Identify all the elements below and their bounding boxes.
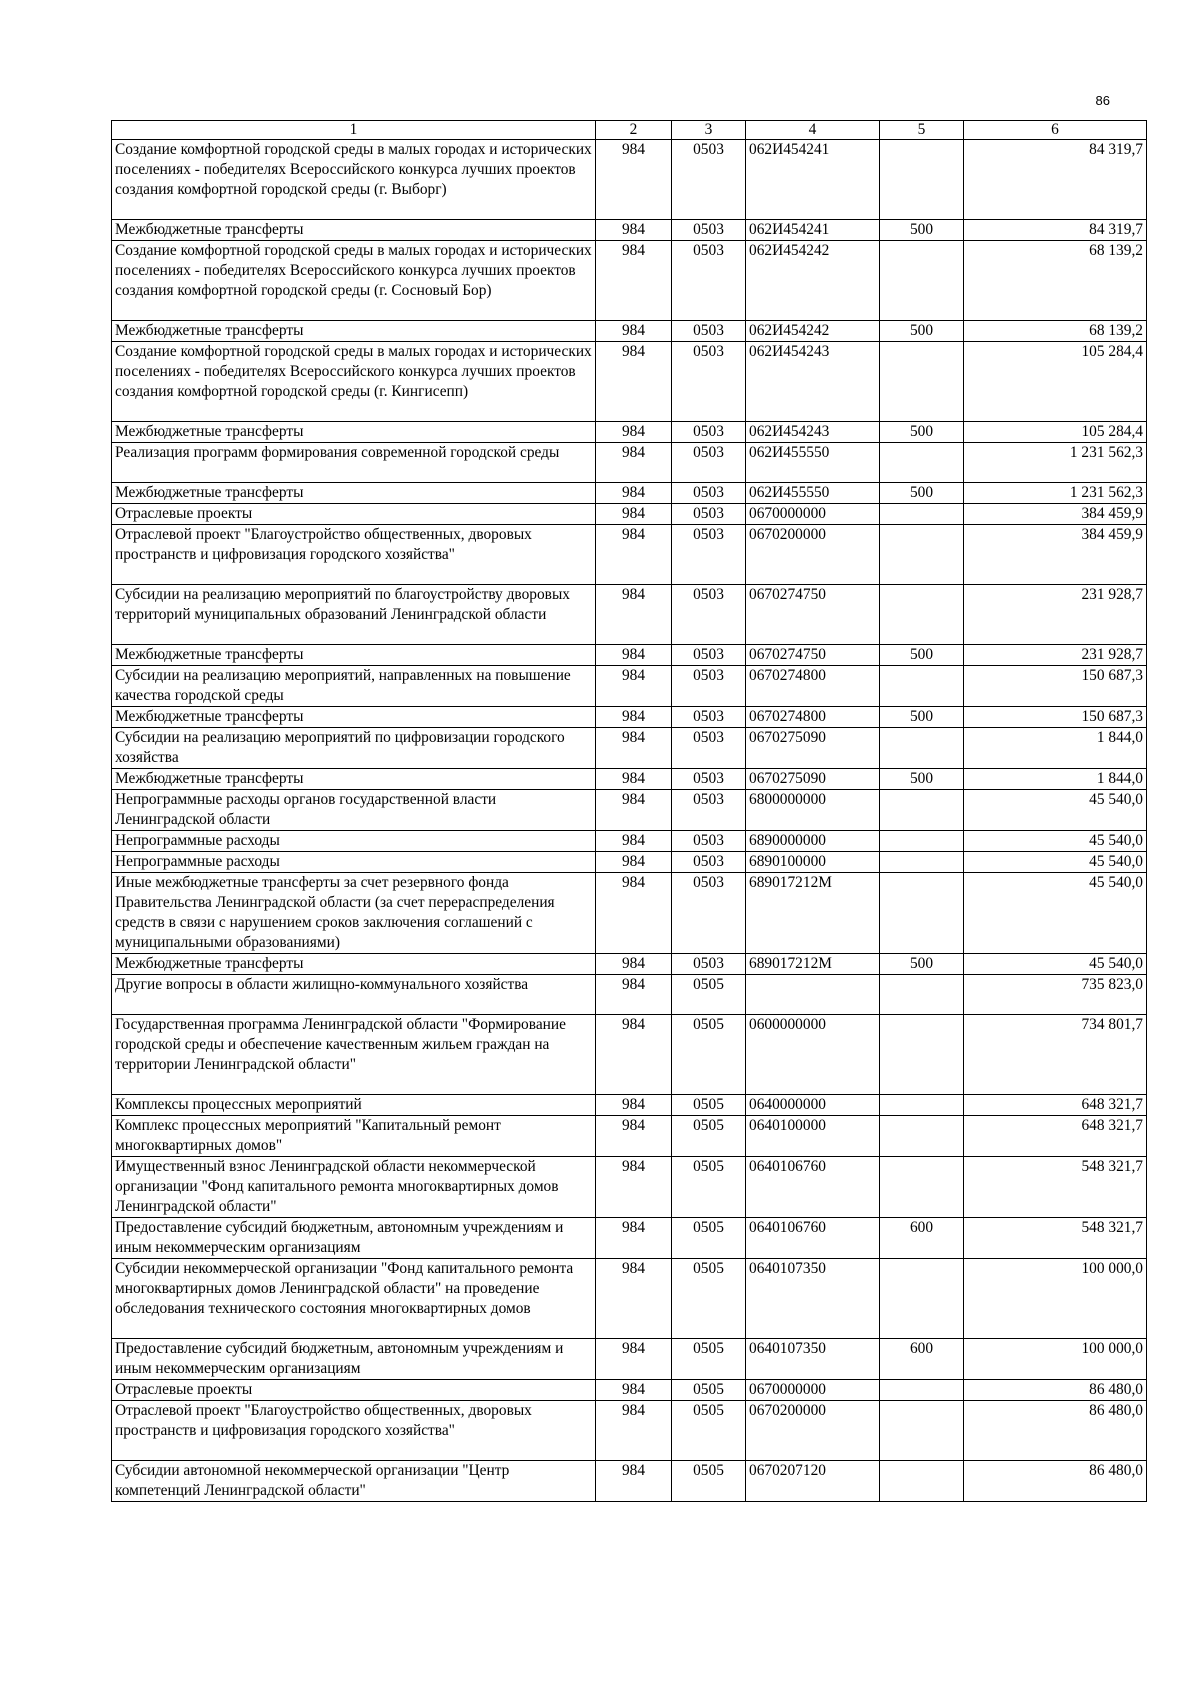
row-amount-cell: 45 540,0 [964, 873, 1147, 954]
column-header-6: 6 [964, 121, 1147, 140]
row-name-cell: Отраслевой проект "Благоустройство общественных, дворовых пространств и цифровизация городского хозяйства" [112, 525, 596, 585]
row-amount-cell: 150 687,3 [964, 707, 1147, 728]
row-section-code-cell: 0503 [672, 954, 746, 975]
row-section-code-cell: 0503 [672, 769, 746, 790]
row-target-article-cell: 0670200000 [746, 1401, 880, 1461]
row-ministry-code-cell: 984 [596, 954, 672, 975]
row-amount-cell: 648 321,7 [964, 1095, 1147, 1116]
column-header-5: 5 [880, 121, 964, 140]
row-amount-cell: 648 321,7 [964, 1116, 1147, 1157]
row-expense-type-cell [880, 1259, 964, 1339]
table-row [112, 483, 1147, 504]
row-amount-cell: 231 928,7 [964, 645, 1147, 666]
column-header-1: 1 [112, 121, 596, 140]
row-expense-type-cell [880, 525, 964, 585]
row-name-cell: Межбюджетные трансферты [112, 220, 596, 241]
row-target-article-cell: 062И455550 [746, 483, 880, 504]
row-section-code-cell: 0503 [672, 443, 746, 483]
row-target-article-cell: 0670207120 [746, 1461, 880, 1502]
column-header-2: 2 [596, 121, 672, 140]
table-body [112, 140, 1147, 1502]
row-ministry-code-cell: 984 [596, 666, 672, 707]
row-amount-cell: 86 480,0 [964, 1401, 1147, 1461]
row-section-code-cell: 0503 [672, 220, 746, 241]
table-row [112, 1339, 1147, 1380]
row-expense-type-cell [880, 443, 964, 483]
row-name-cell: Реализация программ формирования современной городской среды [112, 443, 596, 483]
row-name-cell: Создание комфортной городской среды в малых городах и исторических поселениях - победителях Всероссийского конкурса лучших проектов создания комфортной городской среды (г. Кингисепп) [112, 342, 596, 422]
row-name-cell: Другие вопросы в области жилищно-коммунального хозяйства [112, 975, 596, 1015]
row-section-code-cell: 0505 [672, 1339, 746, 1380]
row-expense-type-cell: 500 [880, 483, 964, 504]
row-ministry-code-cell: 984 [596, 831, 672, 852]
row-expense-type-cell: 500 [880, 954, 964, 975]
row-name-cell: Создание комфортной городской среды в малых городах и исторических поселениях - победителях Всероссийского конкурса лучших проектов создания комфортной городской среды (г. Выборг) [112, 140, 596, 220]
row-section-code-cell: 0505 [672, 1015, 746, 1095]
row-amount-cell: 231 928,7 [964, 585, 1147, 645]
row-name-cell: Межбюджетные трансферты [112, 321, 596, 342]
row-amount-cell: 734 801,7 [964, 1015, 1147, 1095]
row-expense-type-cell: 500 [880, 707, 964, 728]
row-amount-cell: 68 139,2 [964, 321, 1147, 342]
row-section-code-cell: 0503 [672, 241, 746, 321]
row-target-article-cell: 0670200000 [746, 525, 880, 585]
row-target-article-cell: 689017212М [746, 873, 880, 954]
row-section-code-cell: 0503 [672, 525, 746, 585]
row-expense-type-cell [880, 1380, 964, 1401]
row-name-cell: Комплексы процессных мероприятий [112, 1095, 596, 1116]
table-row [112, 769, 1147, 790]
row-section-code-cell: 0505 [672, 975, 746, 1015]
row-expense-type-cell [880, 1116, 964, 1157]
row-ministry-code-cell: 984 [596, 1339, 672, 1380]
table-row [112, 342, 1147, 422]
row-section-code-cell: 0503 [672, 422, 746, 443]
row-expense-type-cell [880, 1095, 964, 1116]
row-ministry-code-cell: 984 [596, 1116, 672, 1157]
row-name-cell: Межбюджетные трансферты [112, 769, 596, 790]
row-target-article-cell: 689017212М [746, 954, 880, 975]
row-name-cell: Иные межбюджетные трансферты за счет резервного фонда Правительства Ленинградской области (за счет перераспределения средств в связи с нарушением сроков заключения соглашений с муниципальными образованиями) [112, 873, 596, 954]
row-ministry-code-cell: 984 [596, 707, 672, 728]
row-ministry-code-cell: 984 [596, 504, 672, 525]
table-row [112, 728, 1147, 769]
row-amount-cell: 100 000,0 [964, 1259, 1147, 1339]
row-ministry-code-cell: 984 [596, 975, 672, 1015]
row-ministry-code-cell: 984 [596, 443, 672, 483]
row-target-article-cell: 0670000000 [746, 1380, 880, 1401]
row-expense-type-cell [880, 728, 964, 769]
row-ministry-code-cell: 984 [596, 1380, 672, 1401]
row-ministry-code-cell: 984 [596, 321, 672, 342]
table-row [112, 1461, 1147, 1502]
row-name-cell: Создание комфортной городской среды в малых городах и исторических поселениях - победителях Всероссийского конкурса лучших проектов создания комфортной городской среды (г. Сосновый Бор) [112, 241, 596, 321]
row-ministry-code-cell: 984 [596, 241, 672, 321]
row-section-code-cell: 0503 [672, 483, 746, 504]
row-amount-cell: 1 844,0 [964, 728, 1147, 769]
row-amount-cell: 1 844,0 [964, 769, 1147, 790]
row-section-code-cell: 0503 [672, 790, 746, 831]
row-target-article-cell: 0670274800 [746, 666, 880, 707]
row-ministry-code-cell: 984 [596, 1015, 672, 1095]
page-number: 86 [1095, 93, 1110, 108]
row-amount-cell: 548 321,7 [964, 1157, 1147, 1218]
row-target-article-cell: 062И454241 [746, 140, 880, 220]
row-target-article-cell: 062И454243 [746, 342, 880, 422]
row-section-code-cell: 0505 [672, 1157, 746, 1218]
row-section-code-cell: 0503 [672, 645, 746, 666]
row-name-cell: Межбюджетные трансферты [112, 954, 596, 975]
column-header-3: 3 [672, 121, 746, 140]
table-row [112, 422, 1147, 443]
row-target-article-cell [746, 975, 880, 1015]
row-target-article-cell: 6890000000 [746, 831, 880, 852]
row-ministry-code-cell: 984 [596, 873, 672, 954]
row-target-article-cell: 062И454241 [746, 220, 880, 241]
row-ministry-code-cell: 984 [596, 1095, 672, 1116]
row-amount-cell: 105 284,4 [964, 342, 1147, 422]
row-target-article-cell: 0670274750 [746, 585, 880, 645]
table-row [112, 707, 1147, 728]
row-ministry-code-cell: 984 [596, 525, 672, 585]
row-amount-cell: 1 231 562,3 [964, 443, 1147, 483]
row-target-article-cell: 0640000000 [746, 1095, 880, 1116]
row-target-article-cell: 0640107350 [746, 1259, 880, 1339]
row-amount-cell: 84 319,7 [964, 140, 1147, 220]
row-target-article-cell: 0600000000 [746, 1015, 880, 1095]
row-expense-type-cell [880, 873, 964, 954]
table-row [112, 1157, 1147, 1218]
row-target-article-cell: 0670274800 [746, 707, 880, 728]
row-expense-type-cell [880, 852, 964, 873]
row-ministry-code-cell: 984 [596, 1218, 672, 1259]
row-name-cell: Межбюджетные трансферты [112, 645, 596, 666]
row-target-article-cell: 0670000000 [746, 504, 880, 525]
table-row [112, 321, 1147, 342]
row-ministry-code-cell: 984 [596, 728, 672, 769]
row-expense-type-cell [880, 975, 964, 1015]
row-section-code-cell: 0503 [672, 342, 746, 422]
row-ministry-code-cell: 984 [596, 220, 672, 241]
row-name-cell: Субсидии на реализацию мероприятий по благоустройству дворовых территорий муниципальных образований Ленинградской области [112, 585, 596, 645]
row-expense-type-cell [880, 790, 964, 831]
row-ministry-code-cell: 984 [596, 422, 672, 443]
row-amount-cell: 45 540,0 [964, 954, 1147, 975]
table-row [112, 504, 1147, 525]
row-name-cell: Субсидии автономной некоммерческой организации "Центр компетенций Ленинградской области" [112, 1461, 596, 1502]
table-row [112, 852, 1147, 873]
row-ministry-code-cell: 984 [596, 1259, 672, 1339]
row-section-code-cell: 0503 [672, 666, 746, 707]
table-row [112, 585, 1147, 645]
row-ministry-code-cell: 984 [596, 1401, 672, 1461]
row-amount-cell: 105 284,4 [964, 422, 1147, 443]
row-name-cell: Непрограммные расходы [112, 852, 596, 873]
row-target-article-cell: 0670274750 [746, 645, 880, 666]
row-expense-type-cell: 500 [880, 422, 964, 443]
table-row [112, 790, 1147, 831]
row-expense-type-cell: 500 [880, 769, 964, 790]
row-name-cell: Предоставление субсидий бюджетным, автономным учреждениям и иным некоммерческим организациям [112, 1339, 596, 1380]
row-section-code-cell: 0505 [672, 1401, 746, 1461]
row-amount-cell: 735 823,0 [964, 975, 1147, 1015]
row-section-code-cell: 0505 [672, 1218, 746, 1259]
row-amount-cell: 384 459,9 [964, 504, 1147, 525]
row-ministry-code-cell: 984 [596, 585, 672, 645]
row-section-code-cell: 0503 [672, 873, 746, 954]
row-target-article-cell: 062И454242 [746, 321, 880, 342]
row-amount-cell: 45 540,0 [964, 790, 1147, 831]
row-name-cell: Имущественный взнос Ленинградской области некоммерческой организации "Фонд капитального ремонта многоквартирных домов Ленинградской области" [112, 1157, 596, 1218]
row-section-code-cell: 0503 [672, 728, 746, 769]
row-expense-type-cell: 600 [880, 1339, 964, 1380]
row-name-cell: Межбюджетные трансферты [112, 422, 596, 443]
row-section-code-cell: 0503 [672, 140, 746, 220]
table-row [112, 831, 1147, 852]
row-target-article-cell: 0640100000 [746, 1116, 880, 1157]
row-amount-cell: 100 000,0 [964, 1339, 1147, 1380]
table-row [112, 1401, 1147, 1461]
row-target-article-cell: 0640107350 [746, 1339, 880, 1380]
row-section-code-cell: 0503 [672, 852, 746, 873]
row-expense-type-cell [880, 342, 964, 422]
row-name-cell: Межбюджетные трансферты [112, 707, 596, 728]
row-ministry-code-cell: 984 [596, 342, 672, 422]
row-expense-type-cell: 500 [880, 220, 964, 241]
row-target-article-cell: 6890100000 [746, 852, 880, 873]
table-row [112, 443, 1147, 483]
table-row [112, 975, 1147, 1015]
row-section-code-cell: 0503 [672, 831, 746, 852]
row-section-code-cell: 0505 [672, 1380, 746, 1401]
row-target-article-cell: 0670275090 [746, 769, 880, 790]
row-name-cell: Межбюджетные трансферты [112, 483, 596, 504]
row-ministry-code-cell: 984 [596, 852, 672, 873]
table-row [112, 140, 1147, 220]
row-expense-type-cell: 600 [880, 1218, 964, 1259]
row-expense-type-cell [880, 831, 964, 852]
row-amount-cell: 45 540,0 [964, 831, 1147, 852]
table-row [112, 666, 1147, 707]
row-expense-type-cell [880, 666, 964, 707]
row-expense-type-cell: 500 [880, 321, 964, 342]
row-expense-type-cell [880, 140, 964, 220]
row-name-cell: Субсидии на реализацию мероприятий, направленных на повышение качества городской среды [112, 666, 596, 707]
row-target-article-cell: 062И454242 [746, 241, 880, 321]
table-row [112, 220, 1147, 241]
row-name-cell: Отраслевые проекты [112, 504, 596, 525]
budget-table [111, 120, 1147, 1502]
table-row [112, 1380, 1147, 1401]
row-section-code-cell: 0505 [672, 1259, 746, 1339]
row-section-code-cell: 0503 [672, 585, 746, 645]
table-row [112, 1116, 1147, 1157]
row-section-code-cell: 0505 [672, 1461, 746, 1502]
row-amount-cell: 68 139,2 [964, 241, 1147, 321]
row-amount-cell: 1 231 562,3 [964, 483, 1147, 504]
table-row [112, 1259, 1147, 1339]
row-name-cell: Непрограммные расходы органов государственной власти Ленинградской области [112, 790, 596, 831]
row-ministry-code-cell: 984 [596, 645, 672, 666]
row-amount-cell: 86 480,0 [964, 1461, 1147, 1502]
table-row [112, 525, 1147, 585]
row-section-code-cell: 0503 [672, 707, 746, 728]
row-ministry-code-cell: 984 [596, 769, 672, 790]
row-section-code-cell: 0505 [672, 1116, 746, 1157]
row-name-cell: Государственная программа Ленинградской области "Формирование городской среды и обеспечение качественным жильем граждан на территории Ленинградской области" [112, 1015, 596, 1095]
row-ministry-code-cell: 984 [596, 1461, 672, 1502]
row-section-code-cell: 0503 [672, 321, 746, 342]
column-header-4: 4 [746, 121, 880, 140]
row-target-article-cell: 0640106760 [746, 1157, 880, 1218]
table-row [112, 1015, 1147, 1095]
row-section-code-cell: 0505 [672, 1095, 746, 1116]
row-name-cell: Отраслевой проект "Благоустройство общественных, дворовых пространств и цифровизация городского хозяйства" [112, 1401, 596, 1461]
row-section-code-cell: 0503 [672, 504, 746, 525]
row-expense-type-cell [880, 1015, 964, 1095]
row-expense-type-cell [880, 1157, 964, 1218]
row-name-cell: Комплекс процессных мероприятий "Капитальный ремонт многоквартирных домов" [112, 1116, 596, 1157]
row-target-article-cell: 0670275090 [746, 728, 880, 769]
row-ministry-code-cell: 984 [596, 1157, 672, 1218]
row-target-article-cell: 0640106760 [746, 1218, 880, 1259]
row-amount-cell: 548 321,7 [964, 1218, 1147, 1259]
row-amount-cell: 384 459,9 [964, 525, 1147, 585]
table-row [112, 1218, 1147, 1259]
row-ministry-code-cell: 984 [596, 140, 672, 220]
table-header-row [112, 121, 1147, 140]
row-amount-cell: 45 540,0 [964, 852, 1147, 873]
row-amount-cell: 84 319,7 [964, 220, 1147, 241]
row-expense-type-cell [880, 1401, 964, 1461]
table-row [112, 873, 1147, 954]
row-expense-type-cell [880, 504, 964, 525]
table-row [112, 645, 1147, 666]
row-ministry-code-cell: 984 [596, 483, 672, 504]
row-ministry-code-cell: 984 [596, 790, 672, 831]
row-target-article-cell: 6800000000 [746, 790, 880, 831]
row-target-article-cell: 062И455550 [746, 443, 880, 483]
row-name-cell: Субсидии некоммерческой организации "Фонд капитального ремонта многоквартирных домов Ленинградской области" на проведение обследования технического состояния многоквартирных домов [112, 1259, 596, 1339]
row-name-cell: Непрограммные расходы [112, 831, 596, 852]
row-amount-cell: 86 480,0 [964, 1380, 1147, 1401]
table-row [112, 954, 1147, 975]
row-expense-type-cell [880, 1461, 964, 1502]
row-name-cell: Отраслевые проекты [112, 1380, 596, 1401]
row-amount-cell: 150 687,3 [964, 666, 1147, 707]
row-name-cell: Предоставление субсидий бюджетным, автономным учреждениям и иным некоммерческим организациям [112, 1218, 596, 1259]
row-expense-type-cell [880, 585, 964, 645]
table-row [112, 241, 1147, 321]
row-expense-type-cell: 500 [880, 645, 964, 666]
row-expense-type-cell [880, 241, 964, 321]
table-row [112, 1095, 1147, 1116]
row-name-cell: Субсидии на реализацию мероприятий по цифровизации городского хозяйства [112, 728, 596, 769]
row-target-article-cell: 062И454243 [746, 422, 880, 443]
